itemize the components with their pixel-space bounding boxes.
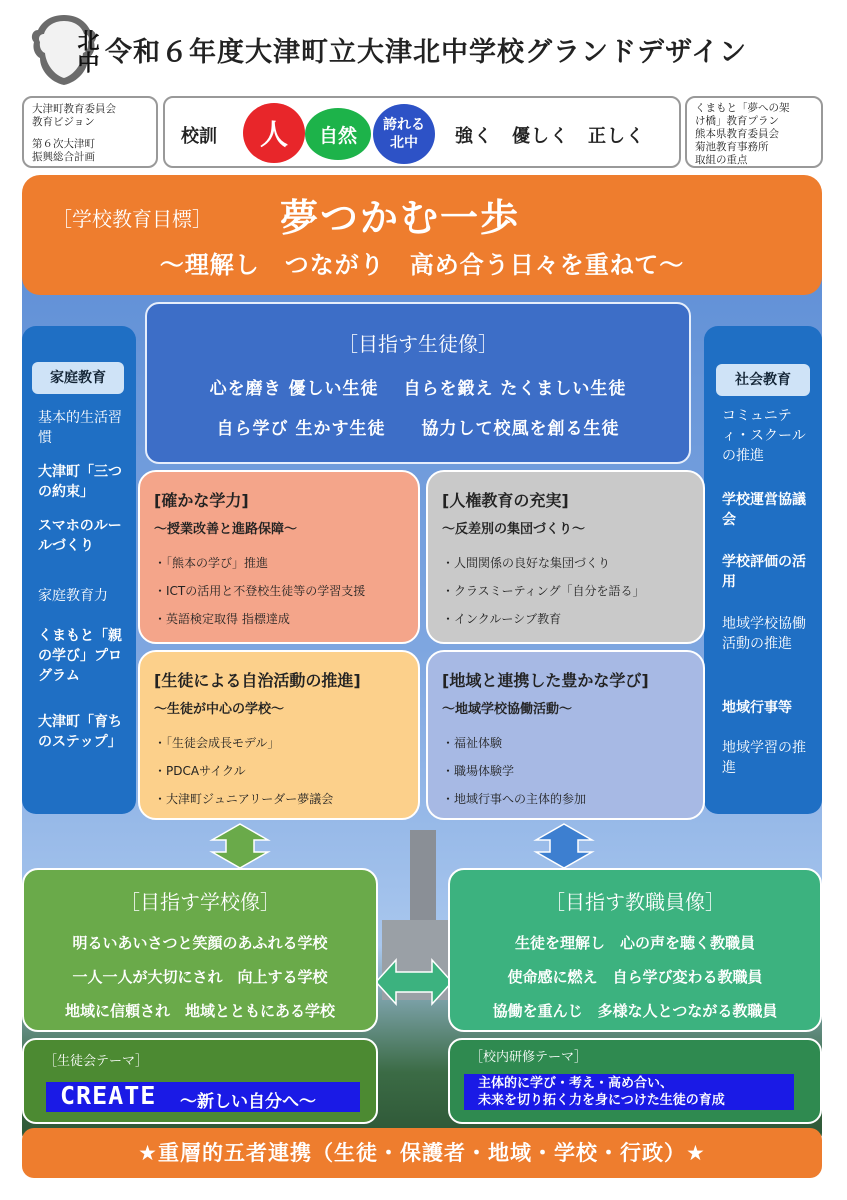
q4-item-1: ・福祉体験 [442,736,503,750]
q2-item-2: ・クラスミーティング「自分を語る」 [442,584,645,598]
q2-item-1: ・人間関係の良好な集団づくり [442,556,611,570]
home-item-2: 大津町「三つの約束」 [38,464,122,500]
student-council-theme [22,1038,378,1124]
vision-line-3: 第６次大津町 [32,138,95,150]
staff-row-1: 生徒を理解し 心の声を聴く教職員 [514,934,755,952]
social-education-heading: 社会教育 [716,364,810,396]
motto-label: 校訓 [181,126,217,147]
students-heading: ［目指す生徒像］ [338,332,498,356]
double-arrow-right-icon [524,822,604,870]
vision-line-2: 教育ビジョン [32,115,95,128]
home-item-4: 家庭教育力 [38,588,108,604]
home-item-3: スマホのルールづくり [38,518,122,554]
q3-item-3: ・大津町ジュニアリーダー夢議会 [154,792,334,806]
school-goal-banner [22,175,822,295]
q3-title: [生徒による自治活動の推進] [154,671,361,690]
goal-label: ［学校教育目標］ [52,207,212,231]
social-item-2: 学校運営協議会 [722,492,806,528]
motto-circle-nature: 自然 [305,108,371,160]
school-row-3: 地域に信頼され 地域とともにある学校 [64,1002,335,1020]
goal-subtitle: ～理解し つながり 高め合う日々を重ねて～ [159,251,685,279]
social-item-5: 地域行事等 [722,700,792,716]
home-item-1: 基本的生活習慣 [38,410,122,446]
q1-item-1: ・「熊本の学び」推進 [154,556,269,570]
collaboration-footer: ★重層的五者連携（生徒・保護者・地域・学校・行政）★ [22,1128,822,1178]
motto-circle-pride-line1: 誇れる [383,117,425,133]
home-education-column [22,326,136,814]
social-item-6: 地域学習の推進 [722,740,806,776]
council-theme-bar [46,1082,360,1112]
double-arrow-left-icon [200,822,280,870]
training-line-1: 主体的に学び・考え・高め合い、 [478,1076,674,1091]
training-theme-label: ［校内研修テーマ］ [470,1050,588,1065]
q4-subtitle: ～地域学校協働活動～ [442,702,573,717]
prefecture-plan-box [685,96,823,168]
staff-row-3: 協働を重んじ 多様な人とつながる教職員 [492,1002,778,1020]
education-vision-box [22,96,158,168]
q2-item-3: ・インクルーシブ教育 [442,612,562,626]
school-heading: ［目指す学校像］ [120,890,280,914]
plan-line-1: くまもと「夢への架 [695,102,790,114]
school-motto-box [163,96,681,168]
training-theme-bar [464,1074,794,1110]
horizontal-double-arrow-icon [374,954,454,1010]
school-row-1: 明るいあいさつと笑顔のあふれる学校 [72,934,328,952]
q1-item-3: ・英語検定取得 指標達成 [154,612,290,626]
community-learning-panel [426,650,705,820]
training-line-2: 未来を切り拓く力を身につけた生徒の育成 [478,1093,725,1108]
q4-item-2: ・職場体験学 [442,764,515,778]
plan-line-5: 取組の重点 [695,154,748,166]
plan-line-3: 熊本県教育委員会 [695,128,779,140]
staff-heading: ［目指す教職員像］ [545,890,725,914]
q3-subtitle: ～生徒が中心の学校～ [154,702,285,717]
social-item-4: 地域学校協働活動の推進 [722,616,806,652]
staff-row-2: 使命感に燃え 自ら学び変わる教職員 [507,968,763,986]
motto-text: 強く 優しく 正しく [455,126,645,147]
motto-circle-pride-line2: 北中 [390,135,418,151]
motto-circle-person: 人 [243,103,305,163]
social-item-1: コミュニティ・スクールの推進 [722,408,806,464]
council-theme-subtitle: ～新しい自分へ～ [180,1092,316,1112]
motto-circle-pride [373,104,435,164]
school-emblem [30,12,98,88]
plan-line-2: け橋」教育プラン [695,115,779,127]
social-education-column [704,326,822,814]
social-item-3: 学校評価の活用 [722,554,806,590]
home-education-heading: 家庭教育 [32,362,124,394]
q1-item-2: ・ICTの活用と不登校生徒等の学習支援 [154,584,366,598]
plan-line-4: 菊池教育事務所 [695,141,769,153]
target-student-panel [145,302,691,464]
academic-ability-panel [138,470,420,644]
q2-subtitle: ～反差別の集団づくり～ [442,522,586,537]
training-theme [448,1038,822,1124]
q4-item-3: ・地域行事への主体的参加 [442,792,587,806]
self-government-panel [138,650,420,820]
target-school-panel [22,868,378,1032]
goal-main: 夢つかむ一歩 [280,196,521,240]
q1-subtitle: ～授業改善と進路保障～ [154,522,298,537]
home-item-5: くまもと「親の学び」プログラム [38,628,122,684]
target-staff-panel [448,868,822,1032]
home-item-6: 大津町「育ちのステップ」 [38,714,122,750]
q1-title: [確かな学力] [154,491,249,510]
q2-title: [人権教育の充実] [442,491,569,510]
vision-line-1: 大津町教育委員会 [32,103,116,115]
q3-item-2: ・PDCAサイクル [154,764,246,778]
council-theme-word: CREATE [60,1081,157,1110]
q3-item-1: ・「生徒会成長モデル」 [154,736,280,750]
human-rights-panel [426,470,705,644]
school-row-2: 一人一人が大切にされ 向上する学校 [72,968,328,986]
students-row-2: 自ら学び 生かす生徒 協力して校風を創る生徒 [216,419,620,439]
vision-line-4: 振興総合計画 [32,150,95,163]
students-row-1: 心を磨き 優しい生徒 自らを鍛え たくましい生徒 [209,379,627,399]
emblem-text: 北中 [74,29,99,73]
council-theme-label: ［生徒会テーマ］ [44,1054,149,1069]
page-title: 令和６年度大津町立大津北中学校グランドデザイン [105,37,748,68]
q4-title: [地域と連携した豊かな学び] [442,671,649,690]
